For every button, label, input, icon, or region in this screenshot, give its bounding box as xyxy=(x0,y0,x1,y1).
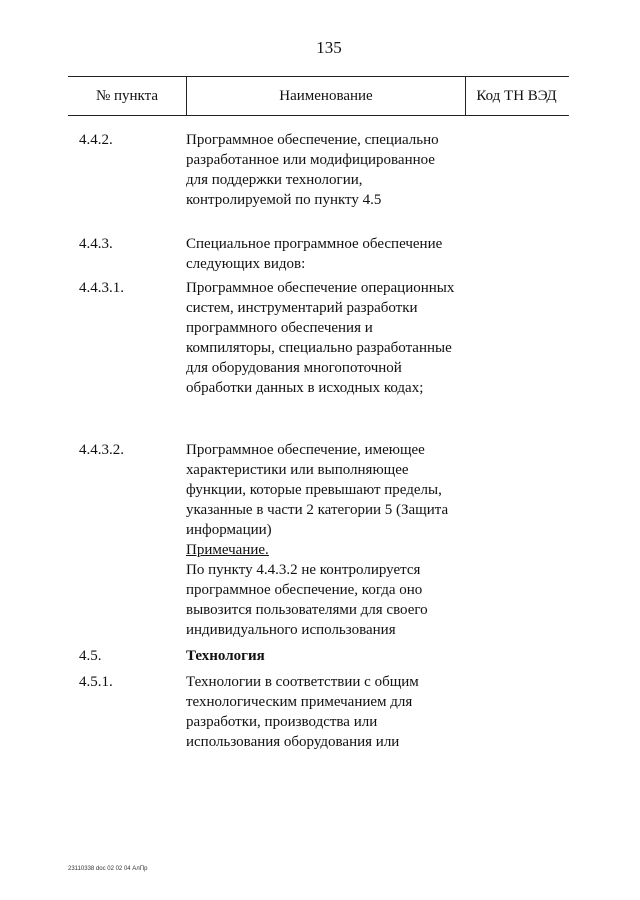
table-row xyxy=(0,440,640,536)
row-number: 4.4.3. xyxy=(79,236,113,252)
row-text: Технологии в соответствии с общим технологическим примечанием для разработки, производства или использования оборудования или xyxy=(186,674,419,750)
header-name: Наименование xyxy=(186,77,466,115)
row-text: Специальное программное обеспечение следующих видов: xyxy=(186,236,443,272)
note-title: Примечание. xyxy=(186,542,269,558)
header-item-number: № пункта xyxy=(95,88,159,104)
row-number: 4.4.2. xyxy=(79,132,113,148)
table-row xyxy=(0,234,640,278)
note-block xyxy=(186,540,476,640)
row-number: 4.4.3.1. xyxy=(79,280,124,296)
footer-doc-id: 23110338 doc 02 02 04 АлПр xyxy=(68,866,148,872)
header-tn-ved-code: Код ТН ВЭД xyxy=(476,88,557,104)
row-text: Программное обеспечение, имеющее характеристики или выполняющее функции, которые превышают пределы, указанные в части 2 категории 5 (Защита информации) xyxy=(186,442,449,538)
row-text: Программное обеспечение, специально разработанное или модифицированное для поддержки технологии, контролируемой по пункту 4.5 xyxy=(186,132,439,208)
table-row xyxy=(0,672,640,752)
table-row xyxy=(0,278,640,440)
section-heading: Технология xyxy=(186,648,265,664)
page-number: 135 xyxy=(316,38,342,57)
table-row xyxy=(0,130,640,234)
row-number: 4.4.3.2. xyxy=(79,442,124,458)
row-text: Программное обеспечение операционных систем, инструментарий разработки программного обеспечения и компиляторы, специально разработанные для оборудования многопоточной обработки данных в исходных кодах; xyxy=(186,280,455,396)
row-number: 4.5.1. xyxy=(79,674,113,690)
row-number: 4.5. xyxy=(79,648,102,664)
table-row xyxy=(0,646,640,672)
table-header xyxy=(68,76,569,116)
note-text: По пункту 4.4.3.2 не контролируется программное обеспечение, когда оно вывозится пользователями для своего индивидуального использования xyxy=(186,562,428,638)
table-body xyxy=(0,130,640,752)
